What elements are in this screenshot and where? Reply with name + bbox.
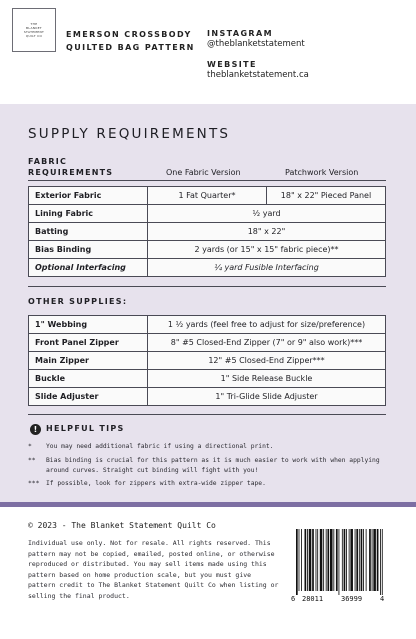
barcode-bar [369,529,371,591]
alert-icon: ! [30,424,41,435]
barcode-bar [316,529,317,591]
table-row [29,370,386,388]
tip-item [28,479,388,491]
barcode-bar [359,529,360,591]
barcode [288,525,388,605]
cell-value: ½ yard [148,205,386,223]
barcode-bar [301,529,302,591]
fabric-heading-line1: FABRIC [28,157,68,166]
barcode-bar [380,529,381,595]
barcode-bar [372,529,373,591]
other-supplies-heading: OTHER SUPPLIES: [28,297,128,306]
column-header-one-fabric: One Fabric Version [166,168,241,177]
barcode-bar [363,529,364,591]
table-row [29,388,386,406]
cell-value: 12" #5 Closed-End Zipper*** [148,352,386,370]
tip-item [28,456,388,478]
barcode-bar [309,529,312,591]
table-row [29,316,386,334]
logo-line: BLANKET [26,26,42,30]
legal-text: Individual use only. Not for resale. All rights reserved. This pattern may not be copied, emailed, posted online, or otherwise reproduced or distributed. You may sell items made using this pattern based on home production scale, but you must give pattern credit to The Blanket Statement Quilt Co when listing or selling the final product. [28,539,279,600]
column-header-patchwork: Patchwork Version [285,168,359,177]
cell-value: 18" x 22" [148,223,386,241]
barcode-bar [333,529,334,591]
pattern-title-line1: EMERSON CROSSBODY [66,30,192,39]
website-label: WEBSITE [207,60,257,69]
barcode-digits-group1: 28011 [302,595,324,603]
row-label: Buckle [29,370,148,388]
divider [28,180,386,181]
barcode-bar [336,529,338,591]
pattern-title [66,28,195,54]
header [0,0,416,104]
barcode-bar [323,529,324,591]
cell-value: 1 ½ yards (feel free to adjust for size/preference) [148,316,386,334]
barcode-digit-left: 6 [291,595,296,603]
barcode-bar [382,529,383,595]
row-label: 1" Webbing [29,316,148,334]
cell-value: 1" Side Release Buckle [148,370,386,388]
fabric-requirements-heading [28,156,113,178]
table-row [29,334,386,352]
barcode-bar [339,529,340,595]
helpful-tips-heading: HELPFUL TIPS [46,424,125,433]
cell-value: 2 yards (or 15" x 15" fabric piece)** [148,241,386,259]
fabric-requirements-table [28,186,386,277]
row-label: Lining Fabric [29,205,148,223]
barcode-bar [373,529,376,591]
row-label: Exterior Fabric [29,187,148,205]
tip-marker: * [28,443,32,450]
row-label: Front Panel Zipper [29,334,148,352]
barcode-bar [312,529,314,591]
logo-line: STATEMENT [23,30,45,34]
row-label: Optional Interfacing [29,259,148,277]
barcode-bar [326,529,327,591]
barcode-bar [356,529,358,591]
copyright-notice: © 2023 - The Blanket Statement Quilt Co [28,521,216,530]
barcode-bar [350,529,353,591]
tip-text: Bias binding is crucial for this pattern as it is much easier to work with when applying around curves. Straight cut binding will fight with you! [46,457,380,474]
table-row [29,241,386,259]
table-row [29,205,386,223]
tip-item [28,442,388,454]
barcode-bar [344,529,346,591]
table-row [29,259,386,277]
cell-value: 8" #5 Closed-End Zipper (7" or 9" also work)*** [148,334,386,352]
barcode-bar [330,529,333,591]
divider [28,414,386,415]
website-link[interactable]: theblanketstatement.ca [207,70,309,80]
row-label: Slide Adjuster [29,388,148,406]
brand-logo [12,8,56,52]
cell-value: 1" Tri-Glide Slide Adjuster [148,388,386,406]
contact-info [207,28,309,90]
tip-marker: *** [28,480,40,487]
cell-patchwork: 18" x 22" Pieced Panel [267,187,386,205]
barcode-bar [296,529,298,595]
tip-text: You may need additional fabric if using a directional print. [46,443,274,450]
tip-marker: ** [28,457,36,464]
barcode-bar [307,529,308,591]
barcode-bar [320,529,323,591]
other-supplies-table [28,315,386,406]
barcode-bar [361,529,363,591]
cell-value: ¼ yard Fusible Interfacing [148,259,386,277]
pattern-title-line2: QUILTED BAG PATTERN [66,43,195,52]
barcode-bar [346,529,347,591]
barcode-bar [377,529,379,591]
barcode-digit-right: 4 [380,595,385,603]
barcode-bar [355,529,356,591]
logo-line: QUILT CO [25,34,43,38]
section-title: SUPPLY REQUIREMENTS [28,126,231,142]
row-label: Batting [29,223,148,241]
barcode-background [288,525,388,605]
table-row [29,352,386,370]
logo-line: THE [30,22,38,26]
row-label: Bias Binding [29,241,148,259]
table-row [29,187,386,205]
table-row [29,223,386,241]
cell-one-fabric: 1 Fat Quarter* [148,187,267,205]
tip-text: If possible, look for zippers with extra-wide zipper tape. [46,480,266,487]
barcode-bar [317,529,318,591]
barcode-digits-group2: 36999 [341,595,363,603]
fabric-heading-line2: REQUIREMENTS [28,168,114,177]
divider [28,286,386,287]
barcode-bar [342,529,343,591]
barcode-bar [305,529,307,591]
instagram-label: INSTAGRAM [207,29,273,38]
barcode-bar [366,529,367,591]
barcode-bar [349,529,350,591]
instagram-handle[interactable]: @theblanketstatement [207,39,305,49]
row-label: Main Zipper [29,352,148,370]
barcode-bar [299,529,300,591]
barcode-bar [327,529,329,591]
